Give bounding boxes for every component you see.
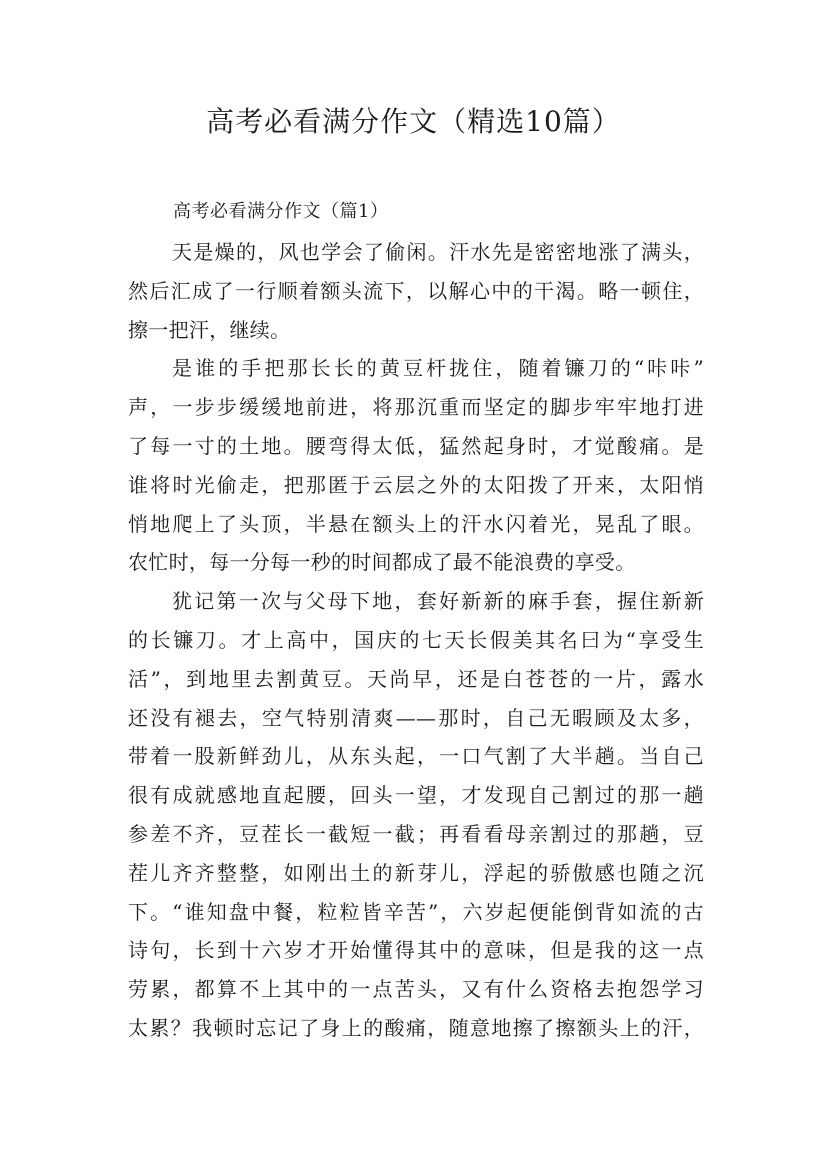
text-line: 参差不齐，豆茬长一截短一截；再看看母亲割过的那趟，豆 — [128, 821, 704, 846]
text-line: 悄地爬上了头顶，半悬在额头上的汗水闪着光，晃乱了眼。 — [128, 511, 704, 536]
text-line: 农忙时，每一分每一秒的时间都成了最不能浪费的享受。 — [128, 550, 636, 575]
text-line: 活”，到地里去割黄豆。天尚早，还是白苍苍的一片，露水 — [128, 666, 704, 691]
text-line: 谁将时光偷走，把那匿于云层之外的太阳拨了开来，太阳悄 — [128, 472, 704, 497]
text-line: 天是燥的，风也学会了偷闲。汗水先是密密地涨了满头， — [172, 240, 704, 264]
text-line: 的长镰刀。才上高中，国庆的七天长假美其名曰为“享受生 — [128, 627, 704, 652]
text-line: 太累？我顿时忘记了身上的酸痛，随意地擦了擦额头上的汗， — [128, 1015, 704, 1040]
text-line: 还没有褪去，空气特别清爽——那时，自己无暇顾及太多， — [128, 705, 704, 730]
section-heading: 高考必看满分作文（篇1） — [173, 201, 389, 222]
text-line: 声，一步步缓缓地前进，将那沉重而坚定的脚步牢牢地打进 — [128, 395, 704, 420]
text-line: 擦一把汗，继续。 — [128, 317, 291, 342]
essay-body — [128, 233, 704, 1048]
text-line: 茬儿齐齐整整，如刚出土的新芽儿，浮起的骄傲感也随之沉 — [128, 860, 704, 885]
text-line: 很有成就感地直起腰，回头一望，才发现自己割过的那一趟 — [128, 783, 704, 808]
text-line: 是谁的手把那长长的黄豆杆拢住，随着镰刀的“咔咔” — [172, 356, 704, 381]
text-line: 犹记第一次与父母下地，套好新新的麻手套，握住新新 — [172, 589, 704, 614]
text-line: 了每一寸的土地。腰弯得太低，猛然起身时，才觉酸痛。是 — [128, 433, 704, 458]
document-title: 高考必看满分作文（精选10篇） — [206, 105, 621, 138]
text-line: 带着一股新鲜劲儿，从东头起，一口气割了大半趟。当自己 — [128, 744, 704, 769]
text-line: 下。“谁知盘中餐，粒粒皆辛苦”，六岁起便能倒背如流的古 — [128, 899, 704, 924]
text-line: 然后汇成了一行顺着额头流下，以解心中的干渴。略一顿住， — [128, 278, 704, 303]
text-line: 劳累，都算不上其中的一点苦头，又有什么资格去抱怨学习 — [128, 977, 704, 1002]
text-line: 诗句，长到十六岁才开始懂得其中的意味，但是我的这一点 — [128, 938, 704, 963]
